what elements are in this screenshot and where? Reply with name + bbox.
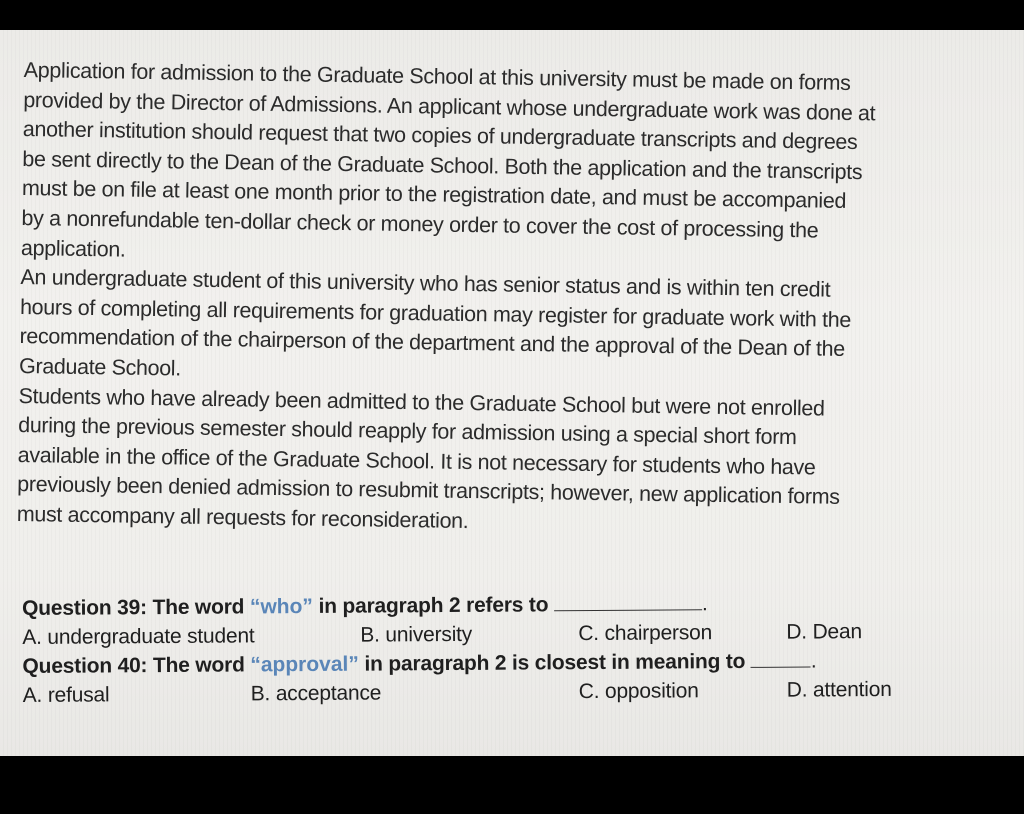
option-c[interactable]: C. opposition — [578, 679, 699, 704]
answer-blank — [554, 591, 702, 611]
question-stem: in paragraph 2 refers to — [312, 593, 555, 618]
answer-blank — [751, 648, 811, 667]
paragraph-1 — [21, 56, 1004, 279]
passage-line: hours of completing all requirements for graduation may register for graduate work with the — [19, 294, 852, 332]
passage-line: must accompany all requests for reconsideration. — [16, 501, 469, 533]
reading-passage — [17, 56, 1004, 545]
option-d[interactable]: D. Dean — [786, 620, 863, 644]
passage-line: by a nonrefundable ten-dollar check or money order to cover the cost of processing the — [21, 205, 819, 243]
passage-line: An undergraduate student of this university who has senior status and is within ten credit — [20, 265, 831, 302]
passage-line: another institution should request that two copies of undergraduate transcripts and degrees — [22, 117, 858, 155]
question-keyword: “who” — [249, 594, 313, 619]
question-stem: Question 40: The word — [22, 653, 251, 678]
passage-line: Students who have already been admitted to the Graduate School but were not enrolled — [18, 383, 825, 421]
question-block — [22, 587, 983, 710]
passage-line: available in the office of the Graduate School. It is not necessary for students who have — [17, 442, 816, 480]
passage-line: provided by the Director of Admissions. An applicant whose undergraduate work was done at — [23, 87, 876, 125]
passage-line: be sent directly to the Dean of the Graduate School. Both the application and the transcripts — [22, 146, 863, 184]
passage-line: Graduate School. — [18, 353, 182, 381]
question-end: . — [810, 649, 817, 673]
option-d[interactable]: D. attention — [786, 677, 892, 702]
option-b[interactable]: B. acceptance — [250, 681, 382, 706]
monitor-screen — [0, 30, 1024, 756]
question-end: . — [701, 592, 708, 616]
option-c[interactable]: C. chairperson — [578, 621, 713, 646]
passage-line: during the previous semester should reapply for admission using a special short form — [18, 413, 797, 450]
options-40 — [23, 674, 983, 710]
passage-line: Application for admission to the Graduate School at this university must be made on forms — [23, 57, 851, 95]
question-stem: in paragraph 2 is closest in meaning to — [358, 649, 751, 676]
passage-line: application. — [20, 235, 126, 262]
passage-line: recommendation of the chairperson of the department and the approval of the Dean of the — [19, 324, 846, 362]
question-stem: Question 39: The word — [22, 595, 250, 620]
passage-line: must be on file at least one month prior to the registration date, and must be accompanied — [21, 176, 847, 214]
option-a[interactable]: A. refusal — [22, 683, 110, 707]
question-keyword: “approval” — [250, 652, 359, 677]
paragraph-3 — [17, 381, 999, 544]
option-a[interactable]: A. undergraduate student — [22, 624, 255, 649]
passage-line: previously been denied admission to resubmit transcripts; however, new application forms — [17, 472, 840, 510]
bottom-black-bar — [0, 756, 1024, 814]
option-b[interactable]: B. university — [360, 622, 473, 647]
paragraph-2 — [19, 263, 1001, 397]
